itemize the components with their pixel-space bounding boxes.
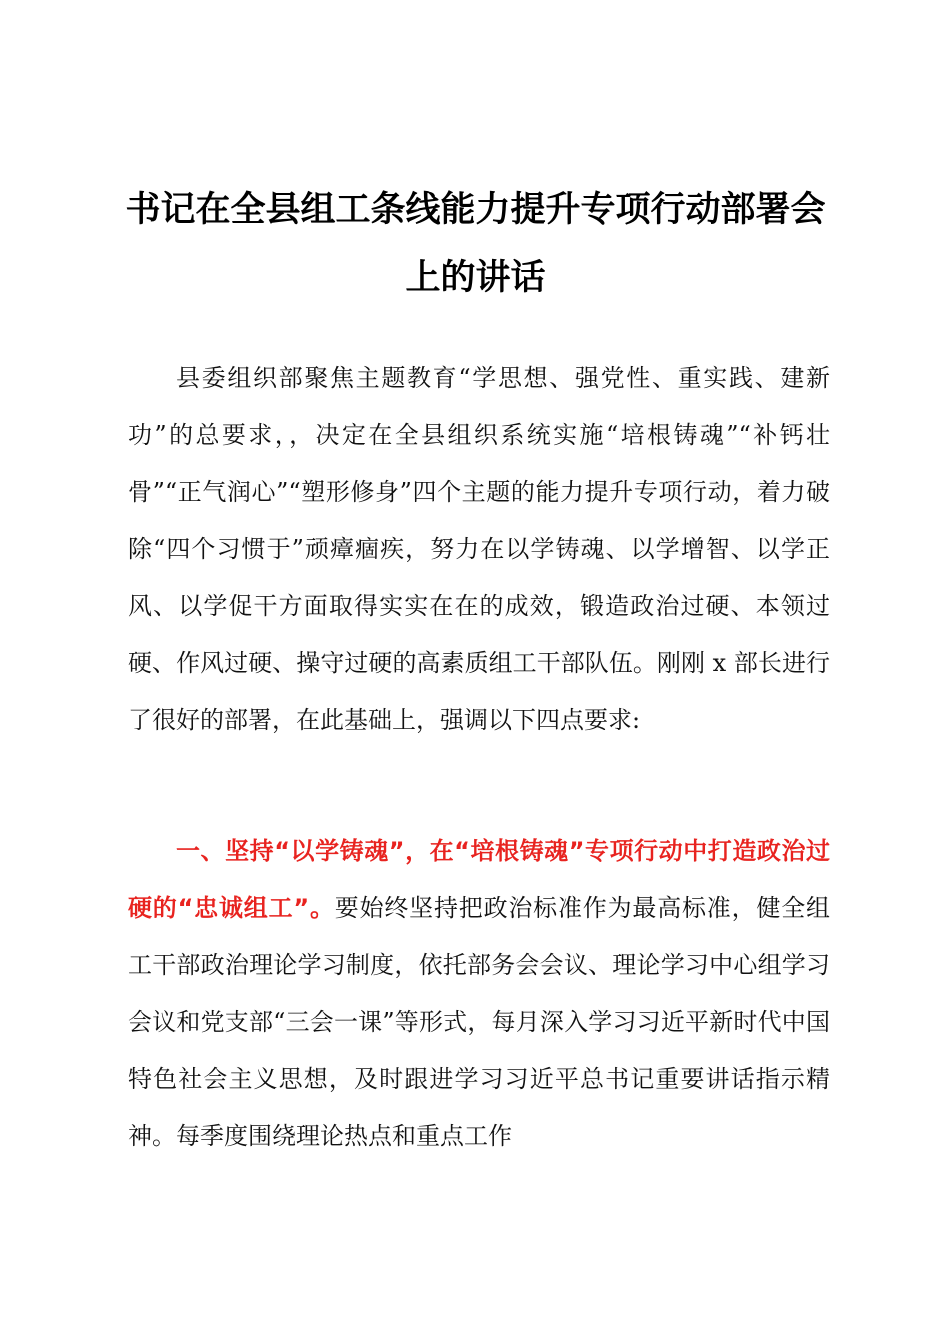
title-line-1: 书记在全县组工条线能力提升专项行动部署会 [125, 190, 826, 230]
section-1-heading: 一、坚持“以学铸魂”，在“培根铸魂”专项行动中打造政治过硬的“忠诚组工”。 [128, 837, 830, 922]
intro-paragraph: 县委组织部聚焦主题教育“学思想、强党性、重实践、建新功”的总要求，，决定在全县组织系统实施“培根铸魂”“补钙壮骨”“正气润心”“塑形修身”四个主题的能力提升专项行动，着力破除“四个习惯于”顽瘴痼疾，努力在以学铸魂、以学增智、以学正风、以学促干方面取得实实在在的成效，锻造政治过硬、本领过硬、作风过硬、操守过硬的高素质组工干部队伍。刚刚 x 部长进行了很好的部署，在此基础上，强调以下四点要求: [128, 364, 830, 734]
title-line-2: 上的讲话 [405, 258, 546, 298]
section-1-body: 要始终坚持把政治标准作为最高标准，健全组工干部政治理论学习制度，依托部务会会议、理论学习中心组学习会议和党支部“三会一课”等形式，每月深入学习习近平新时代中国特色社会主义思想，及时跟进学习习近平总书记重要讲话指示精神。每季度围绕理论热点和重点工作 [128, 894, 831, 1150]
document-title [118, 176, 833, 312]
section-1-paragraph [128, 823, 830, 1165]
